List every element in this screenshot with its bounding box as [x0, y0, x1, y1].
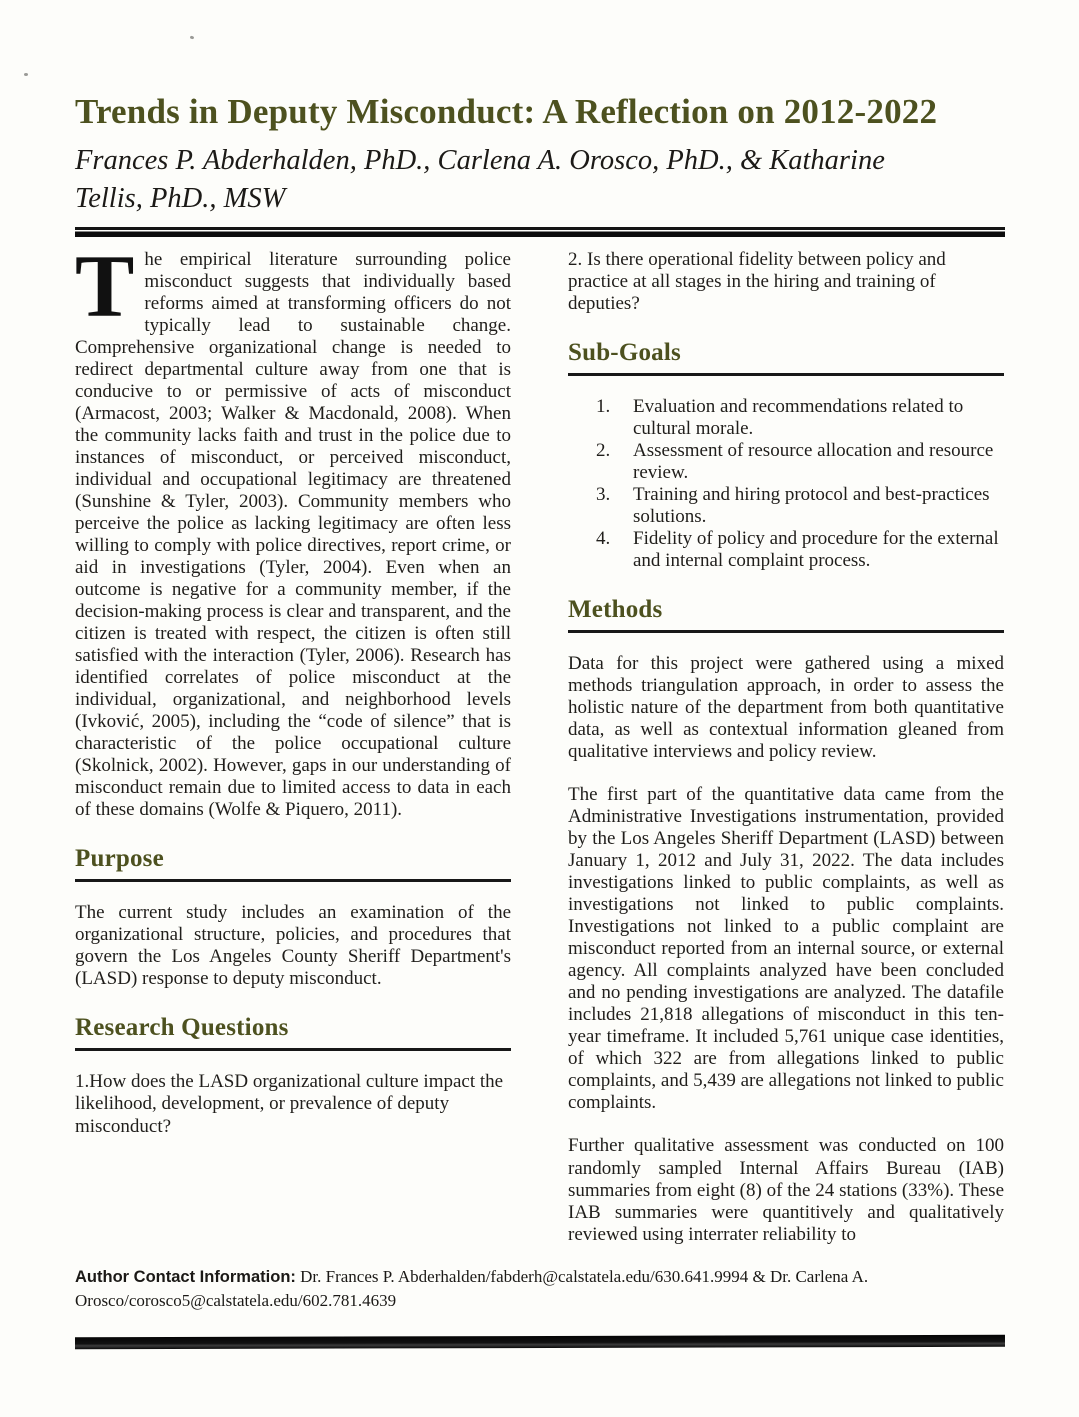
sub-goal-number: 1.	[596, 395, 611, 417]
header	[75, 88, 1005, 237]
methods-paragraph-3: Further qualitative assessment was conducted on 100 randomly sampled Internal Affairs Bureau (IAB) summaries from eight (8) of the 24 stations (33%). These IAB summaries were quantitively and qualitatively reviewed using interrater reliability to	[568, 1135, 1004, 1245]
header-divider-rule	[75, 227, 1005, 237]
methods-paragraph-2: The first part of the quantitative data came from the Administrative Investigations instrumentation, provided by the Los Angeles Sheriff Department (LASD) between January 1, 2012 and July 31, 2022. The data includes investigations linked to public complaints, as well as investigations not linked to public complaints. Investigations not linked to a public complaint are misconduct reported from an internal source, or external agency. All complaints analyzed have been concluded and no pending investigations are analyzed. The datafile includes 21,818 allegations of misconduct in this ten-year timeframe. It included 5,761 unique case identities, of which 322 are from allegations linked to public complaints, and 5,439 are allegations not linked to public complaints.	[568, 784, 1004, 1114]
methods-paragraph-1: Data for this project were gathered using a mixed methods triangulation approach, in order to assess the holistic nature of the department from both quantitative data, as well as contextual information gleaned from qualitative interviews and policy review.	[568, 652, 1004, 762]
sub-goal-item	[596, 484, 1004, 528]
sub-goals-list	[568, 396, 1004, 572]
sub-goal-number: 4.	[596, 527, 611, 549]
left-column	[75, 247, 511, 1259]
sub-goal-number: 2.	[596, 439, 611, 461]
page-title: Trends in Deputy Misconduct: A Reflection on 2012-2022	[75, 92, 938, 131]
footer	[75, 1265, 1005, 1349]
purpose-heading: Purpose	[75, 845, 511, 882]
author-contact-text: Dr. Frances P. Abderhalden/fabderh@calstatela.edu/630.641.9994 & Dr. Carlena A. Orosco/corosco5@calstatela.edu/602.781.4639	[75, 1266, 869, 1311]
two-column-body	[75, 247, 1005, 1259]
intro-paragraph-text: he empirical literature surrounding police misconduct suggests that individually based reforms aimed at transforming officers do not typically lead to sustainable change. Comprehensive organizational change is needed to redirect departmental culture away from one that is conducive to or permissive of acts of misconduct (Armacost, 2003; Walker & Macdonald, 2008). When the community lacks faith and trust in the police due to instances of misconduct, or perceived misconduct, individual and occupational legitimacy are threatened (Sunshine & Tyler, 2003). Community members who perceive the police as lacking legitimacy are often less willing to comply with police directives, report crime, or aid in investigations (Tyler, 2004). Even when an outcome is negative for a community member, if the decision-making process is clear and transparent, and the citizen is treated with respect, the citizen is often still satisfied with the interaction (Tyler, 2006). Research has identified correlates of police misconduct at the individual, organizational, and neighborhood levels (Ivković, 2005), including the “code of silence” that is characteristic of the police occupational culture (Skolnick, 2002). However, gaps in our understanding of misconduct remain due to limited access to data in each of these domains (Wolfe & Piquero, 2011).	[75, 248, 511, 821]
sub-goals-heading: Sub-Goals	[568, 339, 1004, 376]
sub-goal-text: Training and hiring protocol and best-practices solutions.	[633, 483, 990, 527]
drop-cap: T	[75, 246, 135, 336]
author-contact-line	[75, 1265, 975, 1315]
sub-goal-item	[596, 440, 1004, 484]
sub-goal-text: Assessment of resource allocation and resource review.	[633, 439, 994, 483]
sub-goal-number: 3.	[596, 483, 611, 505]
sub-goal-item	[596, 396, 1004, 440]
sub-goal-text: Evaluation and recommendations related to cultural morale.	[633, 395, 964, 439]
intro-paragraph	[75, 246, 511, 822]
authors-line: Frances P. Abderhalden, PhD., Carlena A. Orosco, PhD., & Katharine Tellis, PhD., MSW	[75, 145, 885, 214]
research-question-2: 2. Is there operational fidelity between policy and practice at all stages in the hiring and training of deputies?	[568, 248, 946, 314]
research-question-1: 1.How does the LASD organizational culture impact the likelihood, development, or prevalence of deputy misconduct?	[75, 1071, 504, 1137]
scan-artifact	[24, 73, 28, 76]
author-contact-label: Author Contact Information:	[75, 1267, 296, 1286]
bottom-page-rule	[75, 1335, 1005, 1349]
methods-heading: Methods	[568, 596, 1004, 633]
right-column	[568, 247, 1004, 1259]
sub-goal-item	[596, 528, 1004, 572]
sub-goal-text: Fidelity of policy and procedure for the external and internal complaint process.	[633, 527, 999, 571]
research-questions-heading: Research Questions	[75, 1014, 511, 1051]
purpose-paragraph: The current study includes an examination of the organizational structure, policies, and procedures that govern the Los Angeles County Sheriff Department's (LASD) response to deputy misconduct.	[75, 902, 511, 990]
scan-artifact	[190, 35, 195, 39]
